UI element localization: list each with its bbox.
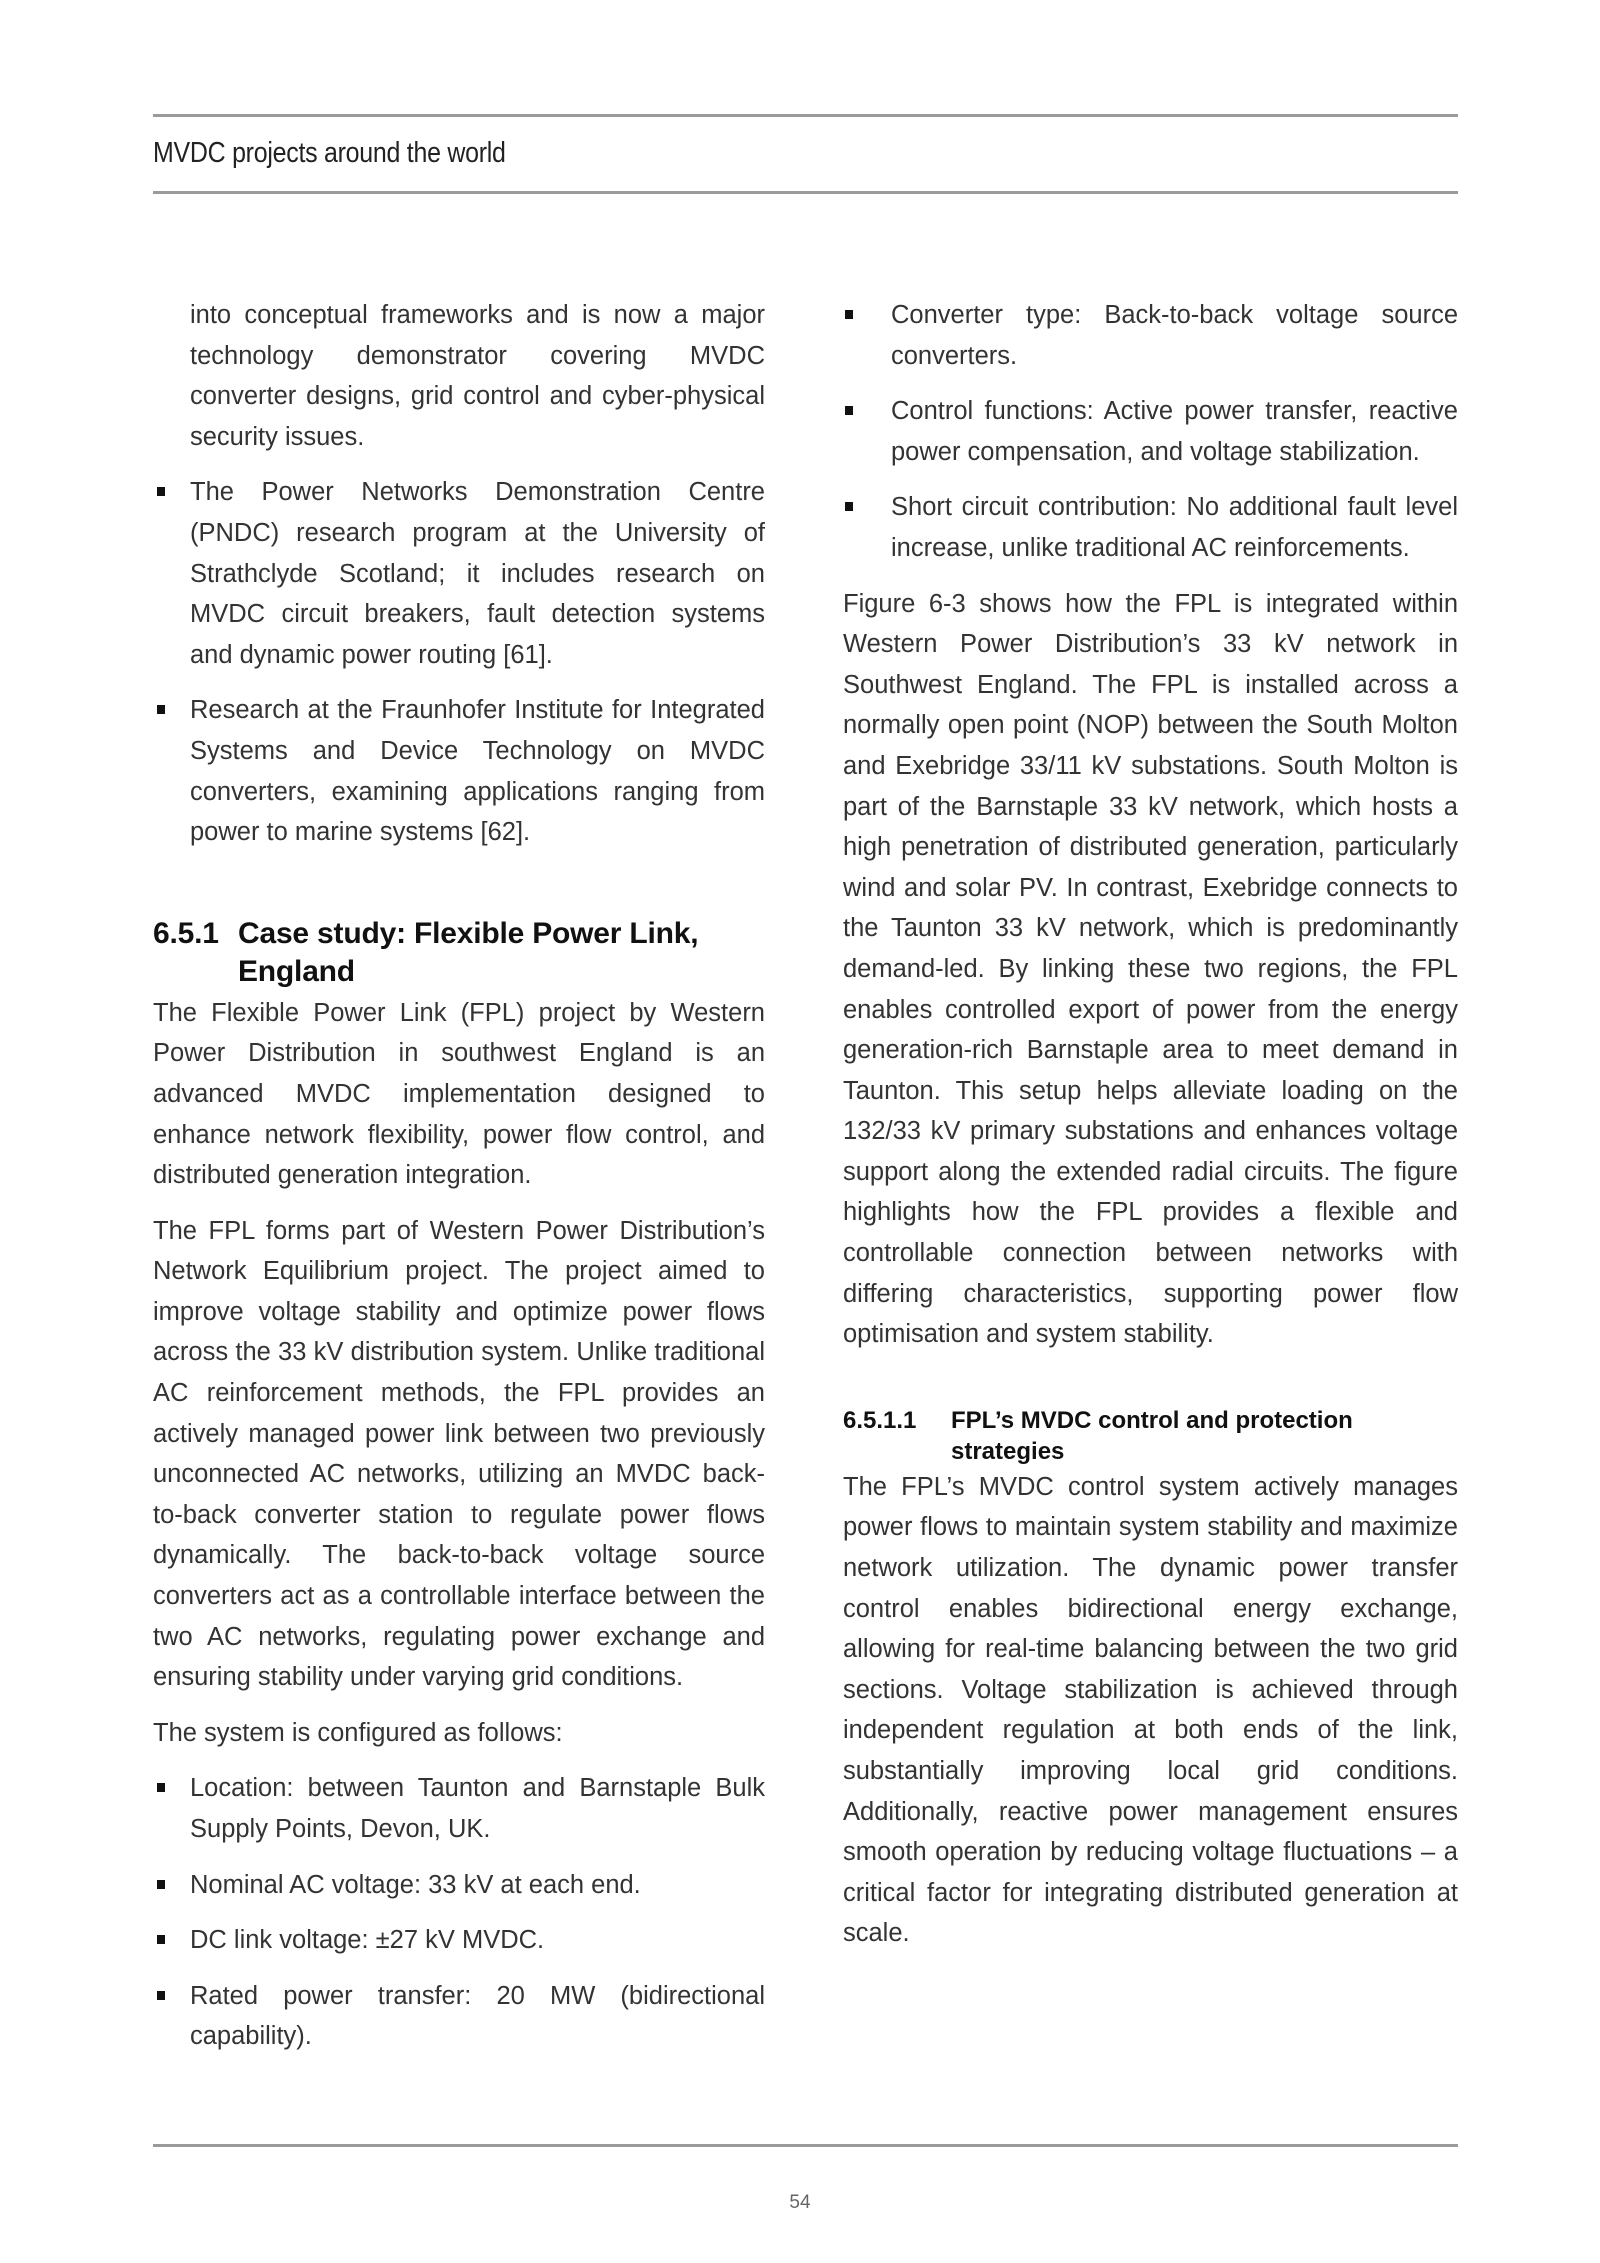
paragraph-network-equilibrium: The FPL forms part of Western Power Distribution’s Network Equilibrium project. The project aimed to improve voltage stability and optimize power flows across the 33 kV distribution system. Unlike traditional AC reinforcement methods, the FPL provides an actively managed power link between two previously unconnected AC networks, utilizing an MVDC back-to-back converter station to regulate power flows dynamically. The back-to-back voltage source converters act as a controllable interface between the two AC networks, regulating power exchange and ensuring stability under varying grid conditions. [153,1216,765,1692]
list-item-text: Nominal AC voltage: 33 kV at each end. [190,1870,641,1899]
paragraph-figure-description: Figure 6-3 shows how the FPL is integrated within Western Power Distribution’s 33 kV network in Southwest England. The FPL is installed across a normally open point (NOP) between the South Molton and Exebridge 33/11 kV substations. South Molton is part of the Barnstaple 33 kV network, which hosts a high penetration of distributed generation, particularly wind and solar PV. In contrast, Exebridge connects to the Taunton 33 kV network, which is predominantly demand-led. By linking these two regions, the FPL enables controlled export of power from the energy generation-rich Barnstaple area to meet demand in Taunton. This setup helps alleviate loading on the 132/33 kV primary substations and enhances voltage support along the extended radial circuits. The figure highlights how the FPL provides a flexible and controllable connection between networks with differing characteristics, supporting power flow optimisation and system stability. [843,589,1458,1349]
square-bullet-icon [157,1935,165,1944]
list-item [843,391,1458,472]
left-column [153,295,765,2072]
list-item [843,295,1458,376]
square-bullet-icon [845,502,853,511]
list-item-text: Rated power transfer: 20 MW (bidirectional capability). [190,1981,765,2051]
square-bullet-icon [845,310,853,319]
header-top-rule [153,114,1458,117]
paragraph-config-lead: The system is configured as follows: [153,1718,563,1747]
square-bullet-icon [157,487,165,496]
footer-rule [153,2144,1458,2147]
research-bullet-list [153,472,765,852]
list-item [153,1920,765,1961]
header-bottom-rule [153,191,1458,194]
list-item-text: Converter type: Back-to-back voltage source converters. [891,301,1458,370]
subsection-title: FPL’s MVDC control and protection strategies [951,1406,1353,1465]
config-bullet-list-continued [843,295,1458,569]
continued-list-item: into conceptual frameworks and is now a major technology demonstrator covering MVDC converter designs, grid control and cyber-physical security issues. [190,301,765,451]
section-number: 6.5.1 [153,916,219,950]
list-item [153,1976,765,2057]
list-item-text: DC link voltage: ±27 kV MVDC. [190,1926,545,1955]
section-title: Case study: Flexible Power Link, England [238,916,699,988]
square-bullet-icon [157,1783,165,1792]
subsection-heading [843,1405,1458,1467]
subsection-number: 6.5.1.1 [843,1406,917,1434]
square-bullet-icon [157,705,165,714]
square-bullet-icon [157,1880,165,1889]
list-item-text: Control functions: Active power transfer, reactive power compensation, and voltage stabilization. [891,397,1458,466]
paragraph-control-system: The FPL’s MVDC control system actively manages power flows to maintain system stability and maximize network utilization. The dynamic power transfer control enables bidirectional energy exchange, allowing for real-time balancing between the two grid sections. Voltage stabilization is achieved through independent regulation at both ends of the link, substantially improving local grid conditions. Additionally, reactive power management ensures smooth operation by reducing voltage fluctuations – a critical factor for integrating distributed generation at scale. [843,1472,1458,1948]
list-item-text: The Power Networks Demonstration Centre (PNDC) research program at the University of Strathclyde Scotland; it includes research on MVDC circuit breakers, fault detection systems and dynamic power routing [61]. [190,478,765,669]
list-item-text: Research at the Fraunhofer Institute for Integrated Systems and Device Technology on MVDC converters, examining applications ranging from power to marine systems [62]. [190,696,765,847]
square-bullet-icon [845,406,853,415]
list-item [153,1768,765,1849]
paragraph-intro: The Flexible Power Link (FPL) project by Western Power Distribution in southwest England is an advanced MVDC implementation designed to enhance network flexibility, power flow control, and distributed generation integration. [153,998,765,1190]
config-bullet-list [153,1768,765,2057]
page-number: 54 [789,2192,811,2213]
list-item [843,487,1458,568]
list-item [153,690,765,852]
list-item [153,1865,765,1906]
square-bullet-icon [157,1991,165,2000]
section-heading [153,915,765,991]
right-column [843,295,1458,1969]
running-title: MVDC projects around the world [153,137,506,169]
list-item-text: Location: between Taunton and Barnstaple Bulk Supply Points, Devon, UK. [190,1774,765,1843]
list-item-text: Short circuit contribution: No additional fault level increase, unlike traditional AC reinforcements. [891,493,1458,562]
list-item [153,472,765,675]
